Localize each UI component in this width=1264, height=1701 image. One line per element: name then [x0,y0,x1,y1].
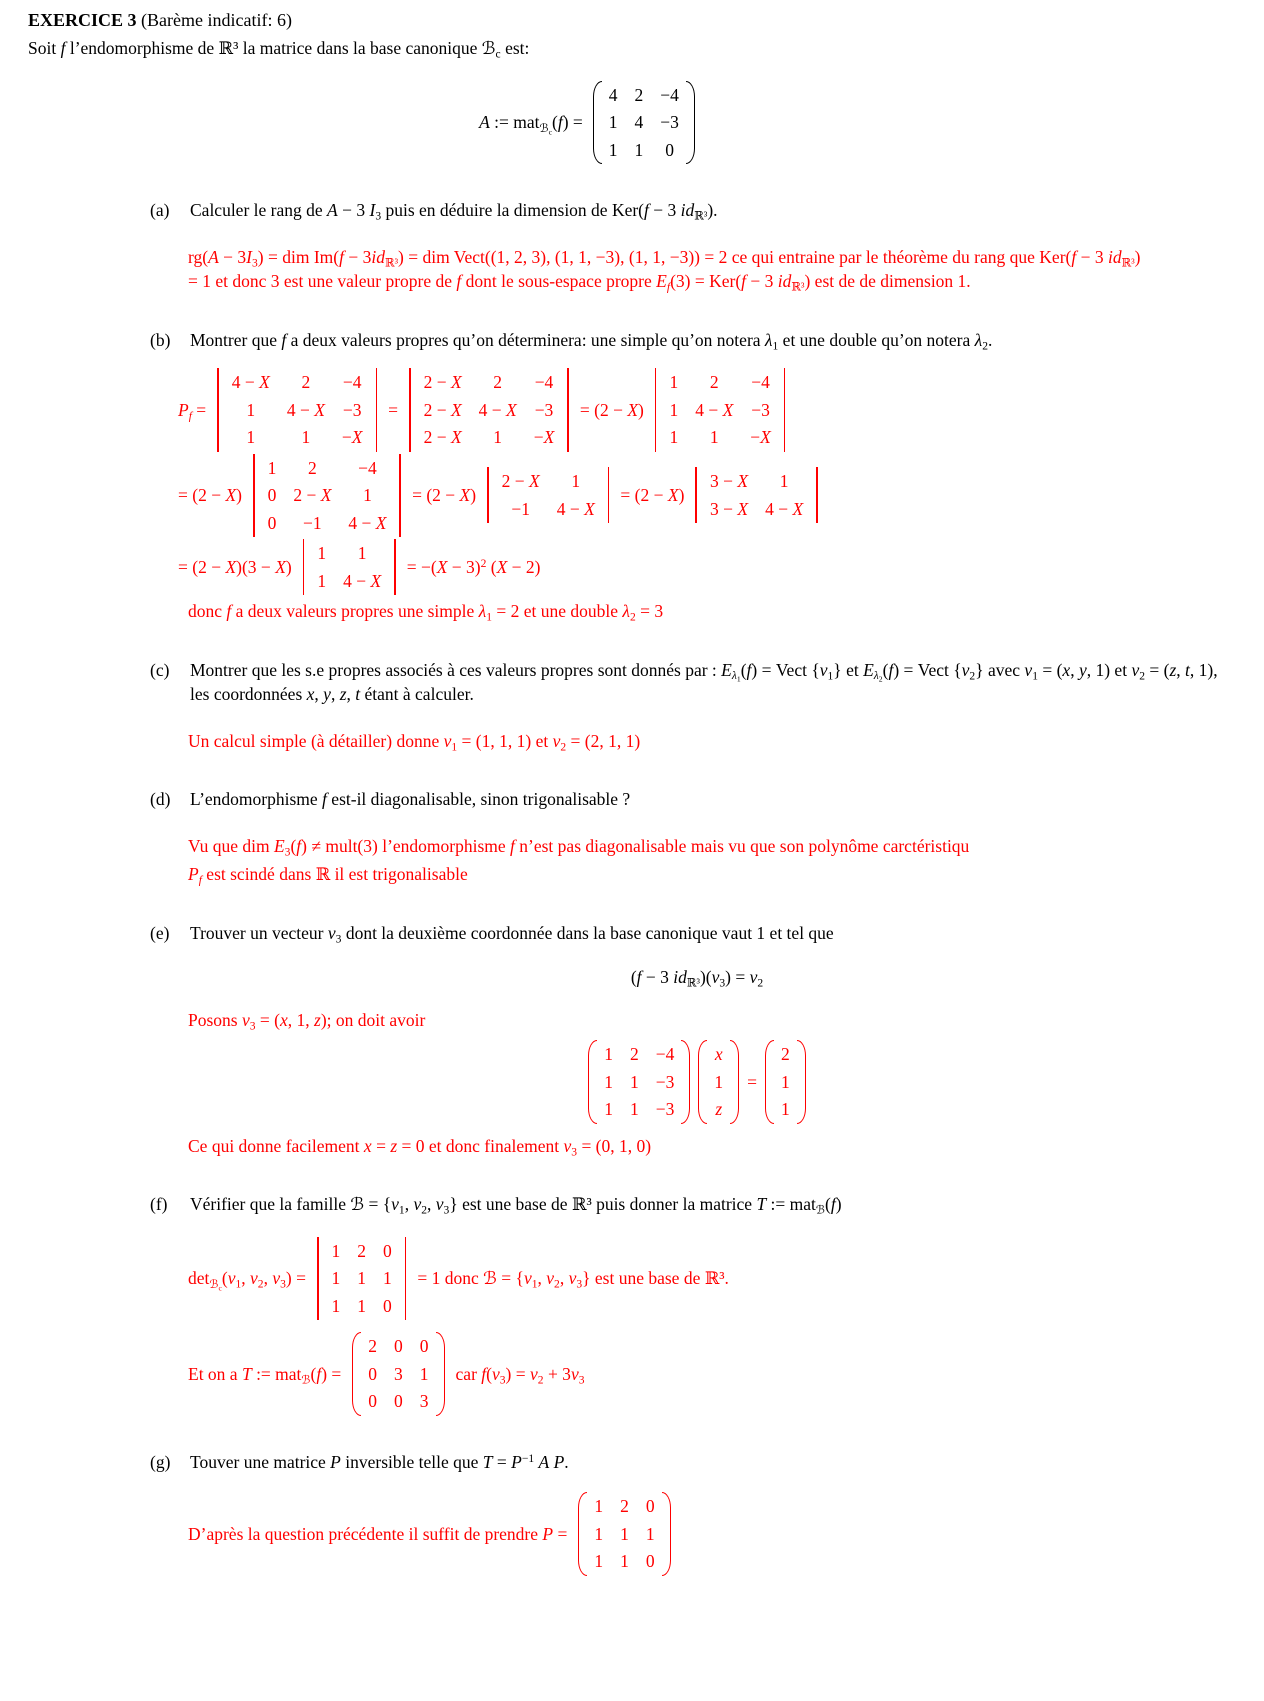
matrix-cell: 1 [363,485,372,506]
matrix-cell: −1 [303,512,322,533]
matrix-cell: −3 [751,399,770,420]
question-b [150,328,1234,353]
matrix-cell: 1 [357,543,367,564]
matrix-cell: x [714,1044,723,1065]
f-T-line [188,1332,1234,1416]
matrix-a [593,81,695,165]
determinant-3-entries [667,368,772,452]
matrix-cell: 0 [368,1363,378,1384]
matrix-cell: 0 [645,1496,655,1517]
factor-3: = (2 − X) [412,485,477,506]
matrix-cell: 3 − X [709,498,749,519]
matrix-cell: 1 [620,1523,629,1544]
matrix-cell: 0 [665,139,674,160]
matrix-cell: 1 [604,1099,613,1120]
matrix-cell: 1 [669,372,679,393]
question-a-text: Calculer le rang de A − 3 $I_3$ puis en déduire la dimension de Ker(f − 3 $id_{ℝ^3}$). [190,200,718,223]
matrix-cell: 1 [331,1240,341,1261]
question-c [150,658,1234,707]
matrix-cell: −4 [534,372,554,393]
matrix-cell: 0 [267,512,277,533]
matrix-cell: 1 [714,1071,724,1092]
matrix-cell: 1 [383,1268,392,1289]
matrix-cell: 4 − X [695,399,734,420]
matrix-cell: 2 [781,1044,790,1065]
question-c-text: Montrer que les s.e propres associés à ces valeurs propres sont donnés par : $E_{\lambda_1}(f)$ = Vect $\{v_1\}$ et $E_{\lambda_2}(f)$ = Vect $\{v_2\}$ avec $v_1 = (x$, y, 1) et $v_2 = (z$, t, 1), les coordonnées x, y, z, t étant à calculer. [190,659,1218,705]
matrix-cell: 1 [630,1071,639,1092]
matrix-cell: 2 [357,1240,367,1261]
question-g-label: (g) [150,1451,171,1472]
matrix-cell: 1 [645,1523,655,1544]
answer-c: Un calcul simple (à détailler) donne $v_1 = (1$, 1, 1) et $v_2 = (2$, 1, 1) [188,730,641,754]
matrix-cell: 1 [331,1295,341,1316]
question-d-label: (d) [150,789,171,810]
matrix-cell: 2 − X [293,485,332,506]
question-f-text: Vérifier que la famille ℬ = {$v_1$, $v_2$, $v_3$} est une base de ℝ³ puis donner la matrice T := mat$_ℬ$(f) [190,1194,842,1217]
matrix-cell: 4 − X [348,512,387,533]
answer-e-line-2: Ce qui donne facilement x = z = 0 et donc finalement $v_3 = (0$, 1, 0) [188,1135,652,1159]
question-f [150,1192,1234,1217]
pf-result: = $-(X - 3)^2$ (X − 2) [406,556,541,577]
matrix-cell: 0 [394,1336,403,1357]
matrix-cell: 1 [317,543,327,564]
matrix-cell: 0 [394,1391,403,1412]
vector-unknown [698,1040,739,1124]
question-d-text: L’endomorphisme f est-il diagonalisable, sinon trigonalisable ? [190,789,631,810]
matrix-cell: −X [341,427,363,448]
factor-1: = (2 − X) [579,399,644,420]
matrix-cell: 4 [608,84,618,105]
matrix-cell: 1 [620,1551,629,1572]
question-g-text: Touver une matrice P inversible telle que $T = P^{-1}$ A P. [190,1451,569,1472]
answer-a: $rg(A - 3I_3)$ = dim $Im(f - 3id_{ℝ^3})$ = dim Vect((1, 2, 3), (1, 1, −3), (1, 1, −3)) = 2 ce qui entraine par le théorème du rang que Ker(f − 3 $id_{ℝ^3}) = 1$ et donc 3 est une valeur propre de f dont le sous-espace propre $E_f(3) = Ker(f - 3$ $id_{ℝ^3}$) est de de dimension 1. [188,246,1141,294]
determinant-5 [487,467,609,523]
determinant-6-entries [708,467,805,523]
matrix-system-entries [602,1040,676,1124]
factor-4: = (2 − X) [620,485,685,506]
matrix-cell: 4 − X [556,498,595,519]
g-answer-line [188,1492,1234,1576]
matrix-cell: 1 [608,139,618,160]
answer-e-line-1: Posons $v_3 = (x$, 1, z); on doit avoir [188,1009,426,1033]
determinant-1 [217,368,377,452]
matrix-system [588,1040,690,1124]
matrix-cell: −3 [660,112,679,133]
question-c-label: (c) [150,659,170,680]
question-e-text: Trouver un vecteur $v_3$ dont la deuxième coordonnée dans la base canonique vaut 1 et tel que [190,922,834,946]
determinant-4-entries [266,454,389,538]
f-det-lhs: $\det_{ℬ_c}(v_1$, $v_2$, $v_3$) = [188,1268,306,1293]
matrix-cell: 3 [394,1363,403,1384]
equals-sign-e: = [747,1071,757,1092]
question-b-text: Montrer que f a deux valeurs propres qu’on déterminera: une simple qu’on notera $\lambda_1$ et une double qu’on notera $\lambda_2$. [190,329,993,353]
exercise-title [28,8,1234,33]
e-display-equation [188,965,1206,990]
matrix-cell: 2 − X [423,427,462,448]
e-equation-text: (f − 3 $id_{ℝ^3})(v_3) = v_2$ [630,967,764,990]
answer-b-conclusion: donc f a deux valeurs propres une simple $\lambda_1 = 2$ et une double $\lambda_2 = 3$ [188,601,664,624]
determinant-1-entries [230,368,365,452]
matrix-cell: 0 [645,1551,655,1572]
matrix-cell: 1 [493,427,503,448]
matrix-cell: −4 [660,84,679,105]
matrix-cell: 1 [357,1268,367,1289]
matrix-P-entries [592,1492,656,1576]
matrix-cell: 0 [383,1295,392,1316]
matrix-cell: −3 [655,1099,675,1120]
matrix-cell: 2 [620,1496,629,1517]
matrix-cell: 0 [368,1391,378,1412]
matrix-cell: 1 [604,1044,613,1065]
question-a [150,198,1234,223]
matrix-cell: −3 [655,1071,675,1092]
e-matrix-equation [188,1040,1206,1124]
matrix-cell: 1 [781,1071,790,1092]
matrix-cell: 4 − X [231,372,270,393]
determinant-basis [317,1237,406,1321]
vector-rhs-entries [779,1040,792,1124]
matrix-cell: 1 [781,1099,790,1120]
pf-line-3 [178,539,1234,595]
matrix-cell: 2 [630,1044,639,1065]
matrix-cell: 3 − X [709,471,749,492]
pf-line-1 [178,368,1234,452]
determinant-2 [409,368,569,452]
question-e-label: (e) [150,922,170,943]
determinant-4 [253,454,401,538]
question-f-label: (f) [150,1194,168,1215]
answer-d-line-1: Vu que dim $E_3(f)$ ≠ mult(3) l’endomorphisme f n’est pas diagonalisable mais vu que son polynôme carctéristiqu [188,835,970,859]
matrix-cell: 0 [419,1336,429,1357]
determinant-7-entries [315,539,383,595]
matrix-cell: 1 [301,427,311,448]
matrix-cell: 1 [669,399,679,420]
matrix-cell: −1 [511,498,530,519]
matrix-cell: −4 [358,457,377,478]
question-e [150,921,1234,946]
matrix-cell: 1 [317,570,327,591]
factor-2: = (2 − X) [178,485,242,506]
matrix-cell: −3 [342,399,362,420]
matrix-cell: 1 [594,1496,604,1517]
intro-text: Soit f l’endomorphisme de ℝ³ la matrice dans la base canonique ℬ$_c$ est: [28,38,530,61]
vector-unknown-entries [712,1040,725,1124]
matrix-cell: −4 [342,372,362,393]
matrix-T [352,1332,444,1416]
matrix-cell: −4 [655,1044,675,1065]
matrix-cell: z [715,1099,723,1120]
matrix-cell: 2 − X [423,399,462,420]
question-a-label: (a) [150,200,170,221]
matrix-cell: 4 − X [478,399,517,420]
matrix-cell: 2 − X [501,471,540,492]
pf-line-2 [178,454,1234,538]
matrix-cell: 2 [368,1336,378,1357]
matrix-cell: 1 [246,427,256,448]
matrix-cell: −X [533,427,555,448]
determinant-5-entries [500,467,597,523]
matrix-P [578,1492,670,1576]
matrix-cell: 1 [419,1363,429,1384]
matrix-cell: 1 [357,1295,367,1316]
matrix-cell: 3 [419,1391,429,1412]
determinant-7 [303,539,396,595]
determinant-3 [655,368,786,452]
matrix-cell: 1 [594,1551,604,1572]
determinant-6 [695,467,817,523]
determinant-2-entries [422,368,557,452]
matrix-cell: 1 [630,1099,639,1120]
matrix-cell: −4 [751,372,770,393]
question-d [150,787,1234,812]
matrix-cell: 1 [331,1268,341,1289]
matrix-cell: 1 [594,1523,604,1544]
matrix-cell: 1 [246,399,256,420]
matrix-cell: 2 [634,84,644,105]
f-det-line [188,1237,1234,1321]
matrix-cell: 4 − X [765,498,804,519]
matrix-cell: 4 [634,112,644,133]
matrix-a-entries [607,81,681,165]
matrix-cell: 0 [383,1240,392,1261]
matrix-cell: 1 [709,427,719,448]
matrix-cell: 2 [301,372,311,393]
matrix-cell: −X [750,427,771,448]
answer-d-line-2: $P_f$ est scindé dans ℝ il est trigonalisable [188,864,468,887]
matrix-cell: 1 [604,1071,613,1092]
f-T-lhs: Et on a T := mat$_ℬ$(f) = [188,1363,342,1387]
g-answer-lhs: D’après la question précédente il suffit de prendre P = [188,1523,568,1544]
factor-5: = (2 − X)(3 − X) [178,556,292,577]
vector-rhs [765,1040,806,1124]
matrix-cell: 1 [571,471,581,492]
matrix-cell: 0 [267,485,277,506]
matrix-cell: 2 [493,372,503,393]
matrix-cell: 2 [709,372,719,393]
f-det-rhs: = 1 donc ℬ = {$v_1$, $v_2$, $v_3$} est une base de ℝ³. [417,1268,729,1291]
matrix-cell: 1 [634,139,644,160]
matrix-cell: 2 − X [423,372,462,393]
matrix-cell: 4 − X [343,570,382,591]
matrix-cell: 2 [307,457,317,478]
exercise-number: EXERCICE 3 [28,10,137,30]
matrix-cell: 1 [267,457,277,478]
matrix-T-entries [366,1332,430,1416]
matrix-cell: 1 [608,112,618,133]
determinant-basis-entries [330,1237,394,1321]
equals-sign-1: = [388,399,398,420]
question-g [150,1450,1234,1475]
matrix-cell: 4 − X [286,399,325,420]
matrix-cell: 1 [779,471,789,492]
f-T-rhs: car $f(v_3) = v_2 + 3v_3$ [455,1363,585,1387]
question-b-label: (b) [150,329,171,350]
matrix-cell: −3 [534,399,554,420]
matrix-a-equation [28,81,1146,165]
matrix-cell: 1 [669,427,679,448]
pf-lhs: $P_f$ = [178,399,207,423]
matrix-a-lhs: A := mat$_{ℬ_c}$(f) = [479,112,583,137]
exercise-subtitle: (Barème indicatif: 6) [136,10,292,30]
